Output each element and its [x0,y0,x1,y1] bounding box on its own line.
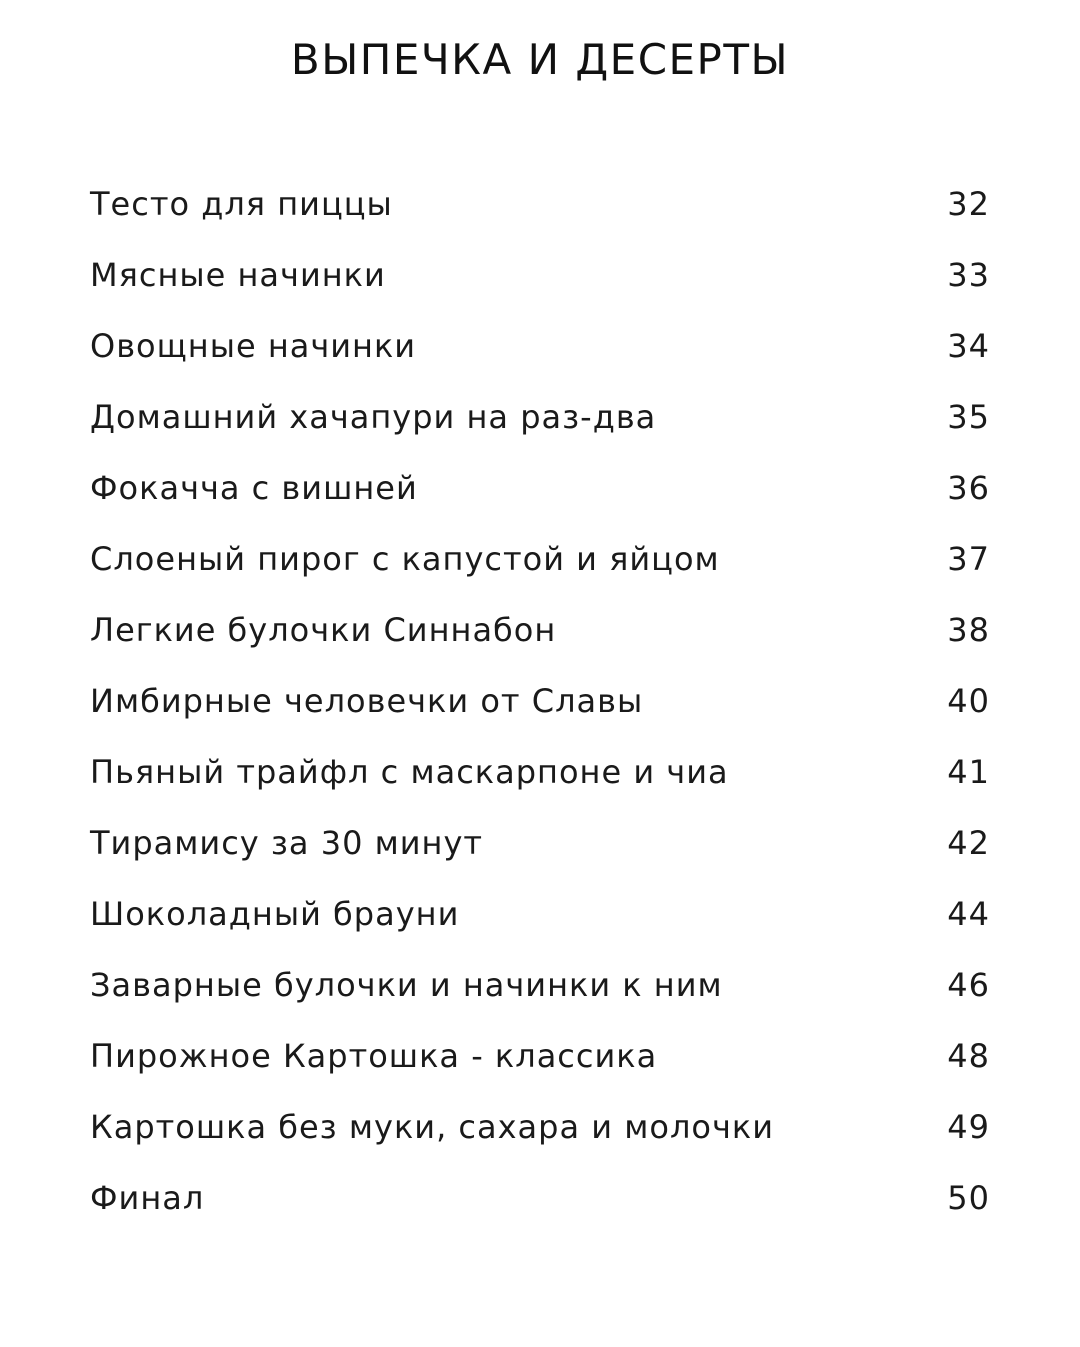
toc-entry-page: 44 [947,894,990,933]
toc-entry-title: Тесто для пиццы [90,184,393,223]
toc-entry-page: 42 [947,823,990,862]
toc-entry[interactable] [90,878,990,949]
toc-entry-page: 49 [947,1107,990,1146]
table-of-contents [90,168,990,1233]
toc-entry[interactable] [90,949,990,1020]
toc-entry[interactable] [90,168,990,239]
toc-entry[interactable] [90,1091,990,1162]
toc-entry-page: 37 [947,539,990,578]
toc-entry-title: Пьяный трайфл с маскарпоне и чиа [90,752,729,791]
toc-entry-page: 33 [947,255,990,294]
toc-entry-page: 48 [947,1036,990,1075]
toc-entry[interactable] [90,523,990,594]
toc-entry-title: Финал [90,1178,205,1217]
toc-entry[interactable] [90,594,990,665]
toc-entry[interactable] [90,310,990,381]
toc-entry-title: Легкие булочки Синнабон [90,610,557,649]
toc-entry[interactable] [90,239,990,310]
toc-entry-page: 32 [947,184,990,223]
toc-entry[interactable] [90,665,990,736]
toc-entry-page: 41 [947,752,990,791]
toc-entry-page: 34 [947,326,990,365]
toc-entry-title: Мясные начинки [90,255,386,294]
toc-entry-page: 50 [947,1178,990,1217]
toc-entry-title: Имбирные человечки от Славы [90,681,644,720]
toc-entry[interactable] [90,381,990,452]
toc-entry-title: Слоеный пирог с капустой и яйцом [90,539,720,578]
toc-entry[interactable] [90,1020,990,1091]
toc-entry-page: 38 [947,610,990,649]
toc-entry-title: Овощные начинки [90,326,417,365]
toc-entry-title: Пирожное Картошка - классика [90,1036,658,1075]
toc-entry[interactable] [90,807,990,878]
toc-entry[interactable] [90,736,990,807]
toc-entry-page: 36 [947,468,990,507]
toc-entry-title: Домашний хачапури на раз-два [90,397,657,436]
toc-entry[interactable] [90,1162,990,1233]
toc-entry-title: Шоколадный брауни [90,894,460,933]
section-title: ВЫПЕЧКА И ДЕСЕРТЫ [290,35,790,84]
toc-entry-page: 46 [947,965,990,1004]
toc-entry-title: Заварные булочки и начинки к ним [90,965,723,1004]
toc-entry-title: Тирамису за 30 минут [90,823,484,862]
toc-entry-title: Картошка без муки, сахара и молочки [90,1107,774,1146]
toc-entry-page: 35 [947,397,990,436]
toc-entry-title: Фокачча с вишней [90,468,418,507]
toc-entry-page: 40 [947,681,990,720]
toc-entry[interactable] [90,452,990,523]
